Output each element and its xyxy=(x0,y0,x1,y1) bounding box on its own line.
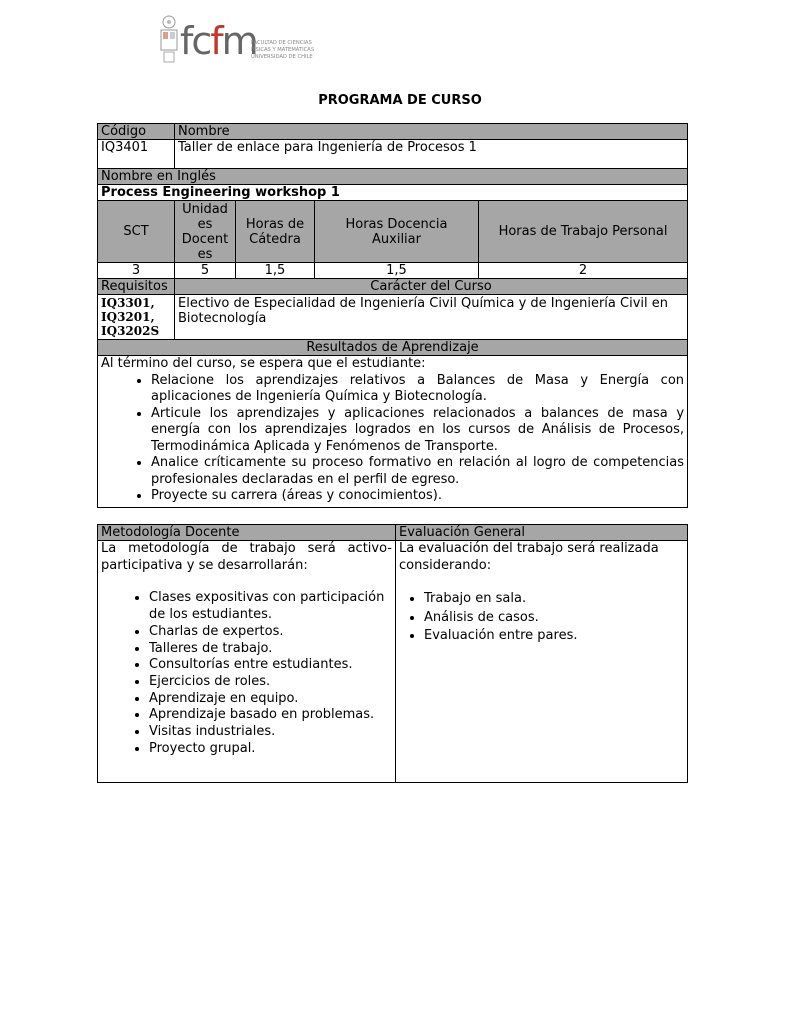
course-name: Taller de enlace para Ingeniería de Procesos 1 xyxy=(175,140,688,169)
list-item: • Aprendizaje basado en problemas. xyxy=(149,707,392,724)
list-item: • Evaluación entre pares. xyxy=(424,627,684,646)
evaluation-content xyxy=(396,541,688,783)
methodology-content xyxy=(98,541,396,783)
list-item: • Clases expositivas con participación de los estudiantes. xyxy=(149,590,392,623)
requisites-row xyxy=(98,295,688,340)
evaluation-list xyxy=(399,590,684,646)
methodology-header-row xyxy=(98,525,688,541)
course-table xyxy=(97,123,688,508)
results-content xyxy=(98,356,688,508)
list-item: • Articule los aprendizajes y aplicaciones relacionados a balances de masa y energía con los aprendizajes logrados en los cursos de Análisis de Procesos, Termodinámica Aplicada y Fenómenos de Transporte. xyxy=(151,406,684,456)
english-header-row xyxy=(98,169,688,185)
list-item: • Relacione los aprendizajes relativos a Balances de Masa y Energía con aplicaciones de Ingeniería Química y Biotecnología. xyxy=(151,373,684,406)
results-list xyxy=(101,373,684,505)
list-item: • Talleres de trabajo. xyxy=(149,641,392,658)
list-item: • Aprendizaje en equipo. xyxy=(149,691,392,708)
lecture-hours-value: 1,5 xyxy=(236,263,315,279)
list-item: • Charlas de expertos. xyxy=(149,624,392,641)
document-title: PROGRAMA DE CURSO xyxy=(318,93,482,108)
list-item: • Ejercicios de roles. xyxy=(149,674,392,691)
course-character: Electivo de Especialidad de Ingeniería Civil Química y de Ingeniería Civil en Biotecnología xyxy=(175,295,688,340)
fcfm-logo xyxy=(158,14,318,70)
personal-hours-value: 2 xyxy=(479,263,688,279)
methodology-label: Metodología Docente xyxy=(98,525,396,541)
methodology-table xyxy=(97,524,688,783)
evaluation-label: Evaluación General xyxy=(396,525,688,541)
methodology-intro: La metodología de trabajo será activo-participativa y se desarrollarán: xyxy=(101,541,392,573)
list-item: • Análisis de casos. xyxy=(424,609,684,628)
sct-value: 3 xyxy=(98,263,175,279)
list-item: • Analice críticamente su proceso formativo en relación al logro de competencias profesionales declaradas en el perfil de egreso. xyxy=(151,455,684,488)
results-row xyxy=(98,356,688,508)
requisites-header-row xyxy=(98,279,688,295)
hours-header-row xyxy=(98,201,688,263)
english-name: Process Engineering workshop 1 xyxy=(98,185,688,201)
university-seal-icon xyxy=(158,14,180,68)
list-item: • Consultorías entre estudiantes. xyxy=(149,657,392,674)
list-item: • Trabajo en sala. xyxy=(424,590,684,609)
list-item: • Proyecte su carrera (áreas y conocimientos). xyxy=(151,488,684,505)
methodology-list xyxy=(101,590,392,757)
faculty-name: FACULTAD DE CIENCIAS FÍSICAS Y MATEMÁTICAS UNIVERSIDAD DE CHILE xyxy=(251,40,315,60)
fcfm-wordmark: fcfm xyxy=(180,19,257,63)
lecture-hours-header: Horas de Cátedra xyxy=(236,201,315,263)
list-item: • Proyecto grupal. xyxy=(149,741,392,758)
results-label: Resultados de Aprendizaje xyxy=(98,340,688,356)
evaluation-intro: La evaluación del trabajo será realizada considerando: xyxy=(399,541,659,573)
code-label: Código xyxy=(98,124,175,140)
requisites-label: Requisitos xyxy=(98,279,175,295)
units-header: Unidad es Docent es xyxy=(175,201,236,263)
results-intro: Al término del curso, se espera que el estudiante: xyxy=(101,356,426,371)
methodology-row xyxy=(98,541,688,783)
english-row xyxy=(98,185,688,201)
hours-values-row xyxy=(98,263,688,279)
sct-header: SCT xyxy=(98,201,175,263)
code-row xyxy=(98,140,688,169)
aux-hours-value: 1,5 xyxy=(315,263,479,279)
personal-hours-header: Horas de Trabajo Personal xyxy=(479,201,688,263)
units-value: 5 xyxy=(175,263,236,279)
code-header-row xyxy=(98,124,688,140)
results-header-row xyxy=(98,340,688,356)
requisites-list: IQ3301, IQ3201, IQ3202S xyxy=(98,295,175,340)
english-label: Nombre en Inglés xyxy=(98,169,688,185)
course-code: IQ3401 xyxy=(98,140,175,169)
name-label: Nombre xyxy=(175,124,688,140)
aux-hours-header: Horas Docencia Auxiliar xyxy=(315,201,479,263)
character-label: Carácter del Curso xyxy=(175,279,688,295)
list-item: • Visitas industriales. xyxy=(149,724,392,741)
